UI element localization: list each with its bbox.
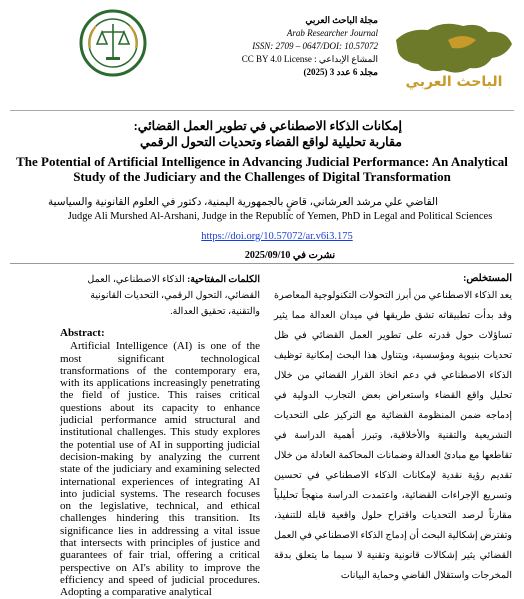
abstract-ar-label: المستخلص: [463, 273, 512, 284]
author-en: Judge Ali Murshed Al-Arshani, Judge in the Republic of Yemen, PhD in Legal and Political Sciences [67, 211, 493, 222]
left-column [60, 272, 260, 599]
abstract-ar-text: يعد الذكاء الاصطناعي من أبرز التحولات التكنولوجية المعاصرة وقد بدأت تطبيقاته تشق طريقها في ميدان العدالة مما يثير تساؤلات حول قدرته على تطوير العمل القضائي في ظل تحديات بنيوية ومؤسسية، ويتناول هذا البحث إمكانية توظيف الذكاء الاصطناعي في دعم اتخاذ القرار القضائي من خلال تحليل واقع القضاء واستعراض بعض التجارب الدولية في إدماجه ضمن المنظومة القضائية مع التركيز على التحديات التشريعية والتقنية والأخلاقية، وتبرز أهمية الدراسة في تقاطعها مع مبادئ العدالة وضمانات المحاكمة العادلة من خلال تقديم رؤية نقدية لإمكانات الذكاء الاصطناعي في تحسين وتسريع الإجراءات القضائية، واعتمدت الدراسة منهجاً تحليلياً مقارناً لرصد التحديات واقتراح حلول واقعية قابلة للتنفيذ، وتفترض إشكالية البحث أن إدماج الذكاء الاصطناعي في العمل القضائي يثير إشكالات قانونية وتقنية لا سيما ما يتعلق بدقة المخرجات واستقلال القاضي وحماية البيانات [274, 290, 512, 581]
journal-name-ar: مجلة الباحث العربي [305, 15, 378, 25]
keywords-text: الذكاء الاصطناعي، العمل القضائي، التحول الرقمي، التحديات القانونية والتقنية، تحقيق العدالة. [87, 274, 260, 317]
arab-researcher-logo [388, 10, 518, 100]
journal-license: CC BY 4.0 License : المشاع الإبداعي [241, 54, 378, 64]
section-divider [10, 263, 514, 264]
abstract-en-label-text: Abstract [60, 327, 101, 339]
logo-text: الباحث العربي [405, 74, 503, 90]
journal-seal-logo [78, 8, 148, 78]
published-date: نشرت في 2025/09/10 [244, 250, 336, 261]
header-divider [10, 110, 514, 111]
abstract-en-text: Artificial Intelligence (AI) is one of the most significant technological transformations of the contemporary era, with its applications increasingly penetrating the field of justice. This raises critical questions about its capacity to enhance judicial performance amid structural and institutional challenges. This study explores the potential use of AI in supporting judicial decision-making by analyzing the current state of the judiciary and examining selected international experiences of integrating AI into judicial systems. The research focuses on the legislative, technical, and ethical challenges hindering this transition. Its significance lies in addressing a vital issue that intersects with principles of justice and guarantees of fair trial, offering a critical perspective on AI's ability to improve the efficiency and speed of judicial procedures. Adopting a comparative analytical [60, 340, 260, 599]
right-column [274, 272, 512, 586]
author-ar: القاضي علي مرشد العرشاني، قاضٍ بالجمهورية اليمنية، دكتور في العلوم القانونية والسياسية [47, 197, 438, 208]
journal-issn: ISSN: 2709 – 0647/DOI: 10.57072 [252, 41, 378, 51]
journal-info [150, 14, 378, 79]
abstract-en-label: Abstract: [60, 327, 105, 339]
journal-name-en: Arab Researcher Journal [286, 28, 378, 38]
journal-header [0, 0, 524, 110]
paper-title-ar: إمكانات الذكاء الاصطناعي في تطوير العمل القضائي: [133, 119, 402, 133]
paper-titles [10, 118, 514, 184]
doi-link[interactable] [0, 231, 524, 242]
paper-subtitle-ar: مقاربة تحليلية لواقع القضاء وتحديات التحول الرقمي [139, 135, 402, 149]
keywords-block [60, 272, 260, 320]
journal-issue: مجلد 6 عدد 3 (2025) [303, 67, 378, 77]
paper-title-en: The Potential of Artificial Intelligence in Advancing Judicial Performance: An Analytical Study of the Judiciary and the Challenges of Digital Transformation [16, 154, 508, 184]
doi-link-text: https://doi.org/10.57072/ar.v6i3.175 [201, 231, 353, 242]
keywords-label: الكلمات المفتاحية: [187, 274, 260, 285]
